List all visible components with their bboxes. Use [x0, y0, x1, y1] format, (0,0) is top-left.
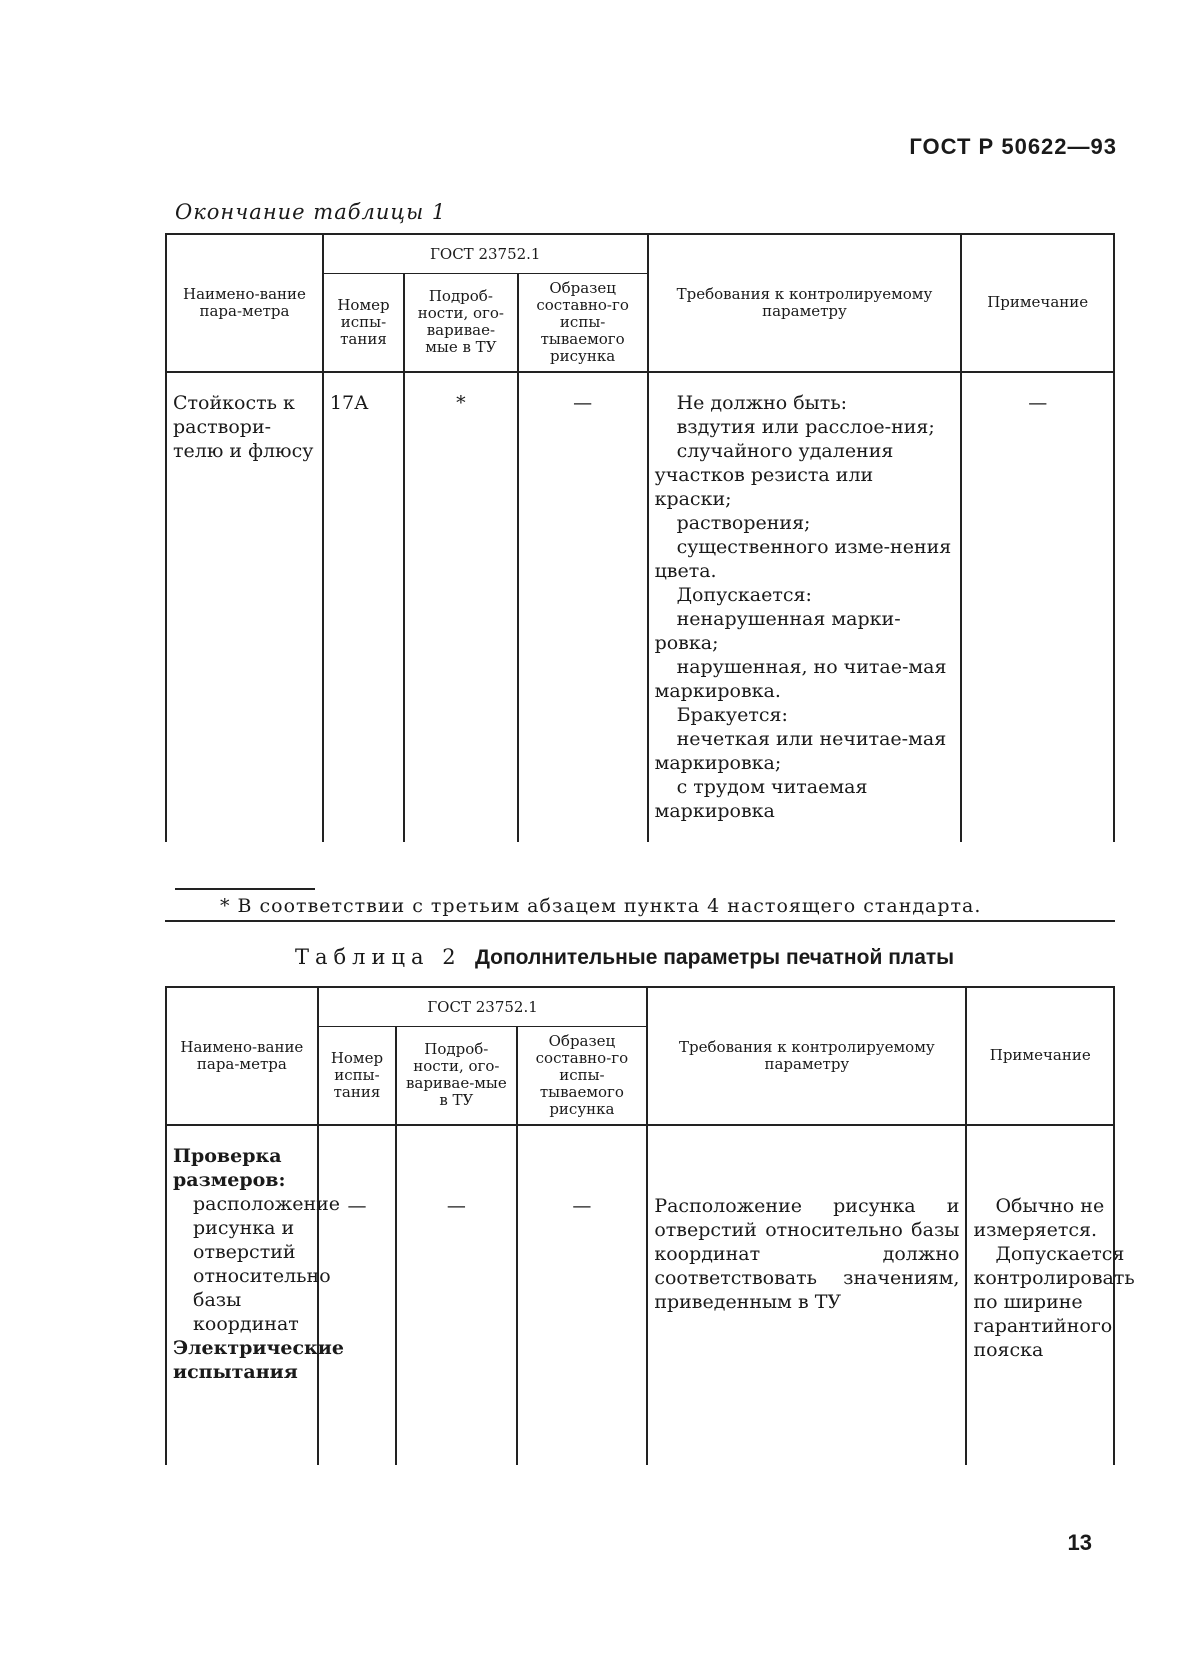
- note-line: Обычно не измеряется.: [973, 1194, 1105, 1241]
- req-line: нечеткая или нечитае-мая маркировка;: [654, 727, 947, 774]
- col-header-details: Подроб-ности, ого-вариваe-мые в ТУ: [404, 274, 518, 372]
- table2-title: Дополнительные параметры печатной платы: [474, 946, 955, 969]
- col-header-test-number: Номер испы-тания: [323, 274, 404, 372]
- table1-bottom-rule: [165, 920, 1115, 922]
- col-header-requirements: Требования к контролируемому параметру: [647, 987, 966, 1125]
- details-value: *: [404, 372, 518, 842]
- table1: [165, 233, 1115, 842]
- sample-value: —: [517, 1125, 648, 1465]
- req-line: Бракуется:: [676, 703, 788, 726]
- col-header-name: Наимено-вание пара-метра: [166, 987, 318, 1125]
- page-number: 13: [1067, 1530, 1092, 1555]
- table-row: [166, 372, 1114, 842]
- col-header-requirements: Требования к контролируемому параметру: [648, 234, 962, 372]
- param-name-cell: [166, 1125, 344, 1465]
- table-row: [166, 1125, 1114, 1465]
- param-name-bold: Проверка размеров:: [173, 1144, 286, 1191]
- col-header-details: Подроб-ности, ого-вариваe-мые в ТУ: [396, 1027, 516, 1125]
- footnote: * В соответствии с третьим абзацем пункта 4 настоящего стандарта.: [220, 895, 982, 917]
- requirements-cell: [648, 372, 962, 842]
- col-header-gost-group: ГОСТ 23752.1: [323, 234, 648, 274]
- table1-caption: Окончание таблицы 1: [175, 200, 447, 224]
- col-header-sample: Образец составно-го испы-тываемого рисунка: [517, 1027, 648, 1125]
- table2-caption: [295, 945, 954, 970]
- req-line: вздутия или расслое-ния;: [676, 415, 935, 438]
- req-line: растворения;: [676, 511, 811, 534]
- col-header-sample: Образец составно-го испы-тываемого рисунка: [518, 274, 648, 372]
- req-line: Допускается:: [676, 583, 812, 606]
- table2-label: Таблица 2: [295, 945, 462, 969]
- test-number: 17А: [323, 372, 404, 842]
- note-value: —: [961, 372, 1114, 842]
- note-line: Допускается контролировать по ширине гарантийного пояска: [973, 1242, 1135, 1361]
- req-line: с трудом читаемая маркировка: [654, 775, 868, 822]
- sample-value: —: [518, 372, 648, 842]
- note-cell: [966, 1125, 1135, 1465]
- req-line: случайного удаления участков резиста или краски;: [654, 439, 894, 510]
- col-header-test-number: Номер испы-тания: [318, 1027, 396, 1125]
- req-line: Не должно быть:: [676, 391, 848, 414]
- col-header-note: Примечание: [961, 234, 1114, 372]
- col-header-note: Примечание: [966, 987, 1114, 1125]
- footnote-rule: [175, 888, 315, 890]
- col-header-gost-group: ГОСТ 23752.1: [318, 987, 648, 1027]
- param-name-text: расположение рисунка и отверстий относительно базы координат: [193, 1192, 341, 1335]
- table2: [165, 986, 1135, 1465]
- requirements-text: Расположение рисунка и отверстий относительно базы координат должно соответствовать значениям, приведенным в ТУ: [647, 1125, 966, 1465]
- document-code: ГОСТ Р 50622—93: [909, 134, 1117, 159]
- req-line: существенного изме-нения цвета.: [654, 535, 952, 582]
- req-line: ненарушенная марки-ровка;: [654, 607, 901, 654]
- req-line: нарушенная, но читае-мая маркировка.: [654, 655, 947, 702]
- test-number: —: [318, 1125, 396, 1465]
- details-value: —: [396, 1125, 516, 1465]
- param-name: Стойкость к раствори-телю и флюсу: [166, 372, 323, 842]
- col-header-name: Наимено-вание пара-метра: [166, 234, 323, 372]
- param-name-bold-2: Электрические испытания: [173, 1336, 344, 1383]
